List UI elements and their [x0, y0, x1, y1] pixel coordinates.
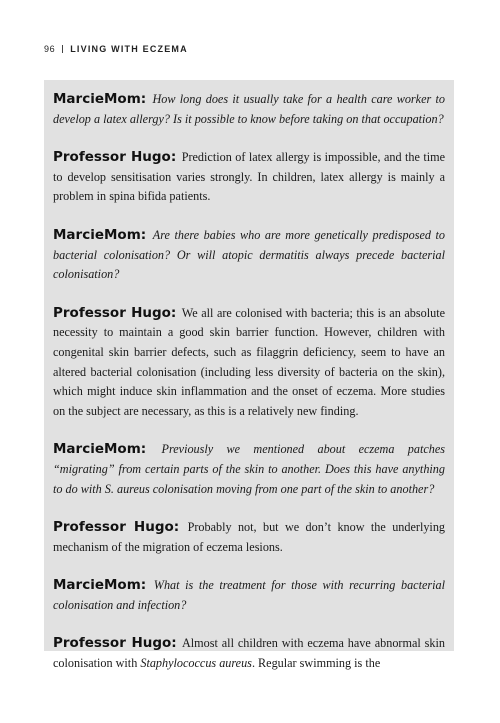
speaker-name: MarcieMom: — [53, 441, 147, 458]
answer-text-continued: . Regular swimming is the — [251, 656, 381, 671]
question-text: Previously we mentioned about eczema patches “migrating” from certain parts of the skin to another. Does this have anything to do with S. aureus colonisation moving from one part of the skin to another? — [53, 442, 446, 496]
header-divider — [62, 45, 63, 53]
dialogue-entry — [53, 148, 445, 207]
answer-text: Almost all children with eczema have abnormal skin colonisation with — [53, 636, 445, 671]
running-title: LIVING WITH ECZEMA — [70, 44, 188, 54]
page-number: 96 — [44, 44, 56, 54]
speaker-name: MarcieMom: — [53, 91, 147, 107]
interview-box — [44, 80, 454, 671]
dialogue-entry — [53, 440, 445, 499]
dialogue-entry — [53, 576, 445, 615]
question-text: How long does it usually take for a health care worker to develop a latex allergy? Is it possible to know before taking on that occupation? — [53, 92, 446, 126]
speaker-name: MarcieMom: — [53, 577, 147, 594]
speaker-name: Professor Hugo: — [53, 304, 177, 321]
dialogue-entry — [53, 634, 445, 673]
answer-text: We all are colonised with bacteria; this is an absolute necessity to maintain a good skin barrier function. However, children with congenital skin barrier defects, such as filaggrin deficiency, seem to have an altered bacterial colonisation (including less diversity of bacteria on the skin), which might induce skin inflammation and the onset of eczema. More studies on the subject are necessary, as this is a relatively new finding. — [53, 305, 445, 418]
dialogue-entry — [53, 90, 445, 129]
answer-text: Probably not, but we don’t know the underlying mechanism of the migration of eczema lesions. — [53, 520, 446, 554]
running-header — [44, 44, 188, 54]
dialogue-entry — [53, 518, 445, 557]
dialogue-entry — [53, 304, 445, 422]
answer-text: Prediction of latex allergy is impossible, and the time to develop sensitisation varies strongly. In children, latex allergy is mainly a problem in spina bifida patients. — [53, 150, 446, 204]
species-name: Staphylococcus aureus — [140, 656, 252, 671]
speaker-name: Professor Hugo: — [53, 635, 177, 652]
speaker-name: MarcieMom: — [53, 226, 147, 243]
speaker-name: Professor Hugo: — [53, 149, 177, 166]
question-text: What is the treatment for those with recurring bacterial colonisation and infection? — [53, 578, 445, 612]
speaker-name: Professor Hugo: — [53, 519, 180, 536]
dialogue-entry — [53, 226, 445, 285]
question-text: Are there babies who are more genetically predisposed to bacterial colonisation? Or will atopic dermatitis always precede bacterial colonisation? — [53, 227, 445, 282]
